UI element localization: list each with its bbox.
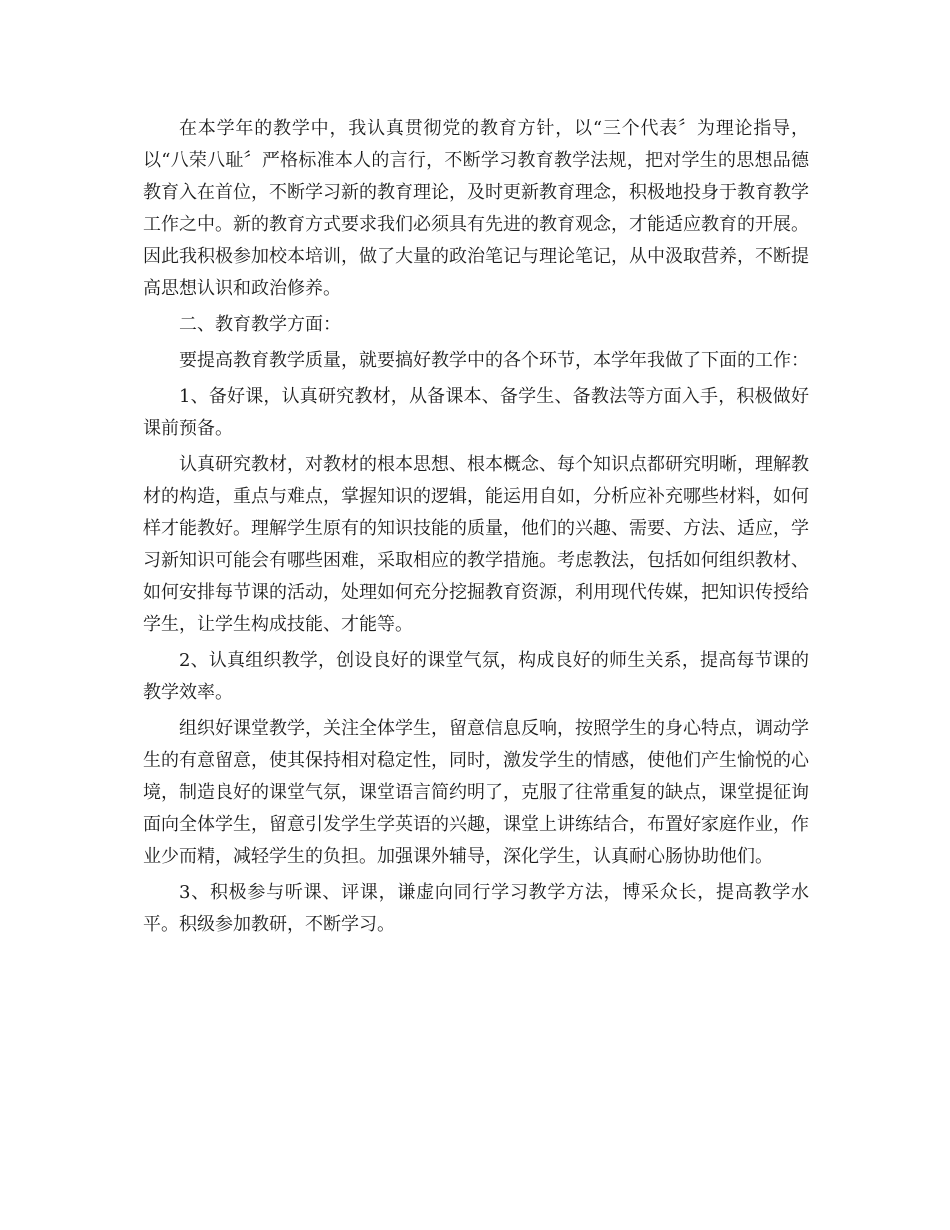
paragraph-quality: 要提高教育教学质量，就要搞好教学中的各个环节，本学年我做了下面的工作： xyxy=(179,350,809,371)
section-heading-teaching: 二、教育教学方面： xyxy=(179,314,341,335)
item-1-lesson-prep: 1、备好课，认真研究教材，从备课本、备学生、备教法等方面入手，积极做好课前预备。 xyxy=(143,386,809,439)
paragraph-classroom: 组织好课堂教学，关注全体学生，留意信息反响，按照学生的身心特点，调动学生的有意留意，使其保持相对稳定性，同时，激发学生的情感，使他们产生愉悦的心境，制造良好的课堂气氛，课堂语言简约明了，克服了往常重复的缺点，课堂提征询面向全体学生，留意引发学生学英语的兴趣，课堂上讲练结合，布置好家庭作业，作业少而精，减轻学生的负担。加强课外辅导，深化学生，认真耐心肠协助他们。 xyxy=(143,718,809,867)
item-3-observe-lessons: 3、积极参与听课、评课，谦虚向同行学习教学方法，博采众长，提高教学水平。积级参加教研，不断学习。 xyxy=(143,882,809,935)
item-2-organize-teaching: 2、认真组织教学，创设良好的课堂气氛，构成良好的师生关系，提高每节课的教学效率。 xyxy=(143,650,809,703)
paragraph-study-materials: 认真研究教材，对教材的根本思想、根本概念、每个知识点都研究明晰，理解教材的构造，重点与难点，掌握知识的逻辑，能运用自如，分析应补充哪些材料，如何样才能教好。理解学生原有的知识技能的质量，他们的兴趣、需要、方法、适应，学习新知识可能会有哪些困难，采取相应的教学措施。考虑教法，包括如何组织教材、如何安排每节课的活动，处理如何充分挖掘教育资源，利用现代传媒，把知识传授给学生，让学生构成技能、才能等。 xyxy=(143,454,809,635)
paragraph-intro: 在本学年的教学中，我认真贯彻党的教育方针，以“三个代表〞为理论指导，以“八荣八耻〞严格标准本人的言行，不断学习教育教学法规，把对学生的思想品德教育入在首位，不断学习新的教育理论，及时更新教育理念，积极地投身于教育教学工作之中。新的教育方式要求我们必须具有先进的教育观念，才能适应教育的开展。因此我积极参加校本培训，做了大量的政治笔记与理论笔记，从中汲取营养，不断提高思想认识和政治修养。 xyxy=(143,118,809,299)
document-body xyxy=(143,113,809,945)
